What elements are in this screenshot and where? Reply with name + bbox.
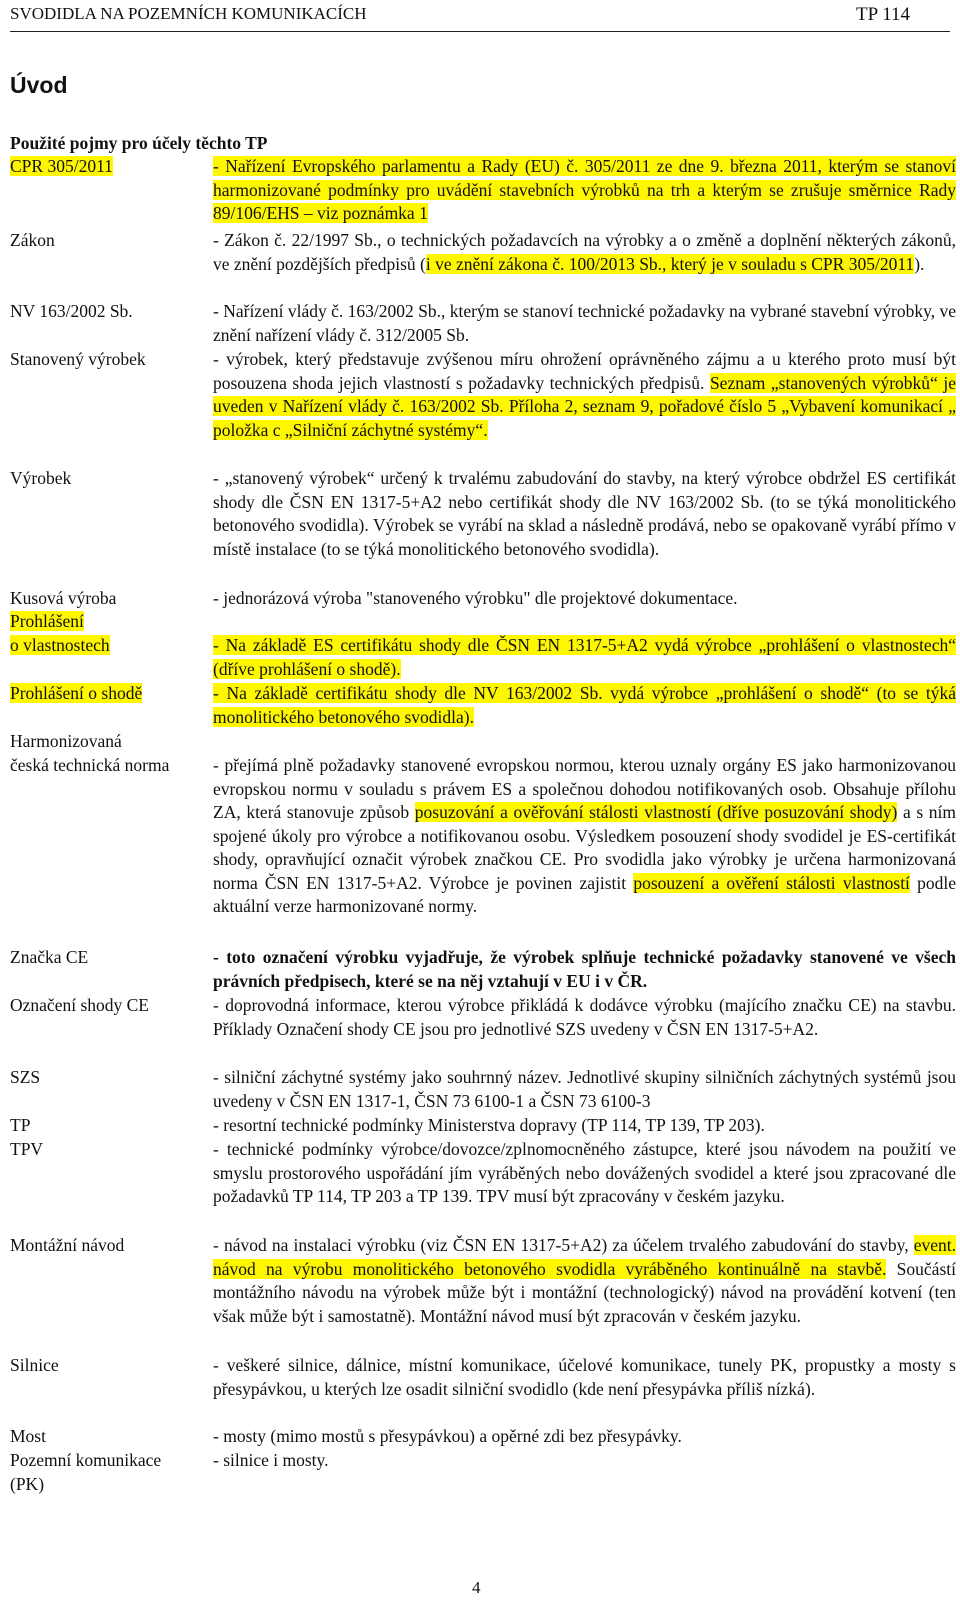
definition-prohlaseni-o-shode	[213, 682, 956, 729]
definition-text: - Na základě certifikátu shody dle NV 163/2002 Sb. vydá výrobce „prohlášení o shodě“ (to se týká monolitického betonového svodidla).	[213, 683, 956, 727]
definition-prohlaseni-o-vlastnostech	[213, 634, 956, 681]
term-prohlaseni-o-vlastnostech	[10, 610, 110, 657]
term-kusova-vyroba: Kusová výroba	[10, 588, 117, 608]
term-label: Pozemní komunikace	[10, 1450, 162, 1470]
section-title: Úvod	[10, 72, 68, 98]
definition-text: - přejímá plně požadavky stanovené evropskou normou, kterou uznaly orgány ES jako harmonizovanou evropskou normu v souladu s právem ES a společnou dohodou notifikovaných osob. Obsahuje přílohu ZA, která stanovuje způsob	[213, 755, 956, 822]
term-label: CPR 305/2011	[10, 156, 113, 176]
definition-tp: - resortní technické podmínky Ministerstva dopravy (TP 114, TP 139, TP 203).	[213, 1115, 765, 1135]
term-nv: NV 163/2002 Sb.	[10, 301, 133, 321]
term-znacka-ce: Značka CE	[10, 947, 89, 967]
definition-nv: - Nařízení vlády č. 163/2002 Sb., kterým se stanoví technické požadavky na vybrané stavební výrobky, ve znění nařízení vlády č. 312/2005 Sb.	[213, 301, 956, 345]
term-label: česká technická norma	[10, 754, 170, 775]
definition-text: - výrobek, který představuje zvýšenou míru ohrožení oprávněného zájmu a u kterého proto musí být posouzena shoda jejich vlastností s požadavky technických předpisů.	[213, 349, 956, 393]
highlighted-text: posouzení a ověření stálosti vlastností	[633, 872, 910, 893]
definition-vyrobek: - „stanovený výrobek“ určený k trvalému zabudování do stavby, na který výrobce obdržel ES certifikát shody dle ČSN EN 1317-5+A2 nebo certifikát shody dle NV 163/2002 Sb. (to se týká monolitického betonového svodidla). Výrobek se vyrábí na sklad a následně prodává, nebo se opakovaně vyrábí přímo v místě instalace (to se týká monolitického betonového svodidla).	[213, 468, 956, 559]
definition-text: - Na základě ES certifikátu shody dle ČSN EN 1317-5+A2 vydá výrobce „prohlášení o vlastnostech“ (dříve prohlášení o shodě).	[213, 635, 956, 679]
definition-text: Součástí montážního návodu na výrobek může být i montážní (technologický) návod na provádění kotvení (ten však může být i samostatně). Montážní návod musí být zpracován v českém jazyku.	[213, 1258, 956, 1326]
definition-text: ).	[914, 253, 925, 274]
definition-pozemni-komunikace: - silnice i mosty.	[213, 1450, 329, 1470]
definition-tpv: - technické podmínky výrobce/dovozce/zplnomocněného zástupce, které jsou návodem na použití ve smyslu prostorového uspořádání jím vyráběných nebo dovážených svodidel a které jsou zpracované dle požadavků TP 114, TP 203 a TP 139. TPV musí být zpracovány v českém jazyku.	[213, 1139, 956, 1206]
highlighted-text: event. návod na výrobu monolitického betonového svodidla vyráběného kontinuálně na stavbě.	[213, 1235, 956, 1279]
term-zakon: Zákon	[10, 230, 55, 250]
term-prohlaseni-o-shode	[10, 682, 142, 706]
term-label: Prohlášení o shodě	[10, 683, 143, 703]
highlighted-text: i ve znění zákona č. 100/2013 Sb., který je v souladu s CPR 305/2011	[425, 253, 915, 274]
highlighted-text: posuzování a ověřování stálosti vlastností (dříve posuzování shody)	[414, 802, 898, 822]
running-header-title: SVODIDLA NA POZEMNÍCH KOMUNIKACÍCH	[10, 4, 367, 23]
definition-montazni-navod	[213, 1234, 956, 1328]
definition-most: - mosty (mimo mostů s přesypávkou) a opěrné zdi bez přesypávky.	[213, 1426, 682, 1446]
definition-text: a s ním spojené úkoly pro výrobce a notifikovanou osobu. Výsledkem posouzení shody svodidel je ES-certifikát shody, opravňující označit výrobek značkou CE. Pro svodidla jako výrobky je určena harmonizovaná norma ČSN EN 1317-5+A2. Výrobce je povinen zajistit	[213, 802, 956, 893]
term-szs: SZS	[10, 1067, 41, 1087]
term-label: (PK)	[10, 1473, 45, 1494]
header-rule	[10, 31, 950, 32]
definition-znacka-ce: - toto označení výrobku vyjadřuje, že výrobek splňuje technické požadavky stanovené ve všech právních předpisech, které se na něj vztahují v EU i v ČR.	[213, 947, 956, 991]
term-label: Harmonizovaná	[10, 731, 122, 751]
term-pozemni-komunikace	[10, 1449, 161, 1496]
definition-text: - Zákon č. 22/1997 Sb., o technických požadavcích na výrobky a o změně a doplnění některých zákonů, ve znění pozdějších předpisů (	[213, 230, 956, 274]
term-silnice: Silnice	[10, 1355, 59, 1375]
page-number: 4	[472, 1578, 481, 1597]
term-stanoveny-vyrobek: Stanovený výrobek	[10, 349, 146, 369]
term-oznaceni-shody-ce: Označení shody CE	[10, 995, 149, 1015]
highlighted-text: Seznam „stanovených výrobků“ je uveden v Nařízení vlády č. 163/2002 Sb. Příloha 2, seznam 9, pořadové číslo 5 „Vybavení komunikací „ položka c „Silniční záchytné systémy“.	[213, 372, 956, 440]
term-harmonizovana-norma	[10, 730, 169, 777]
term-label: o vlastnostech	[10, 634, 110, 655]
term-montazni-navod: Montážní návod	[10, 1235, 125, 1255]
definition-zakon	[213, 229, 956, 276]
definition-text: - Nařízení Evropského parlamentu a Rady (EU) č. 305/2011 ze dne 9. března 2011, kterým se stanoví harmonizované podmínky pro uvádění stavebních výrobků na trh a kterým se zrušuje směrnice Rady 89/106/EHS – viz poznámka 1	[213, 156, 956, 223]
definition-harmonizovana-norma	[213, 754, 956, 919]
definition-szs: - silniční záchytné systémy jako souhrnný název. Jednotlivé skupiny silničních záchytných systémů jsou uvedeny v ČSN EN 1317-1, ČSN 73 6100-1 a ČSN 73 6100-3	[213, 1067, 956, 1111]
term-label: Prohlášení	[10, 611, 84, 631]
term-vyrobek: Výrobek	[10, 468, 72, 488]
term-cpr	[10, 155, 113, 179]
term-tpv: TPV	[10, 1139, 44, 1159]
term-most: Most	[10, 1426, 46, 1446]
running-header-doc-id: TP 114	[856, 4, 911, 25]
definition-cpr	[213, 155, 956, 226]
definition-kusova-vyroba: - jednorázová výroba "stanoveného výrobku" dle projektové dokumentace.	[213, 588, 738, 608]
definition-text: podle aktuální verze harmonizované normy.	[213, 872, 956, 916]
definition-text: - návod na instalaci výrobku (viz ČSN EN 1317-5+A2) za účelem trvalého zabudování do stavby,	[213, 1235, 914, 1255]
section-subtitle: Použité pojmy pro účely těchto TP	[10, 133, 268, 153]
term-tp: TP	[10, 1115, 31, 1135]
definition-silnice: - veškeré silnice, dálnice, místní komunikace, účelové komunikace, tunely PK, propustky a mosty s přesypávkou, u kterých lze osadit silniční svodidlo (kde není přesypávka příliš nízká).	[213, 1355, 956, 1399]
definition-oznaceni-shody-ce: - doprovodná informace, kterou výrobce přikládá k dodávce výrobku (majícího značku CE) na stavbu. Příklady Označení shody CE jsou pro jednotlivé SZS uvedeny v ČSN EN 1317-5+A2.	[213, 995, 956, 1039]
definition-stanoveny-vyrobek	[213, 348, 956, 442]
